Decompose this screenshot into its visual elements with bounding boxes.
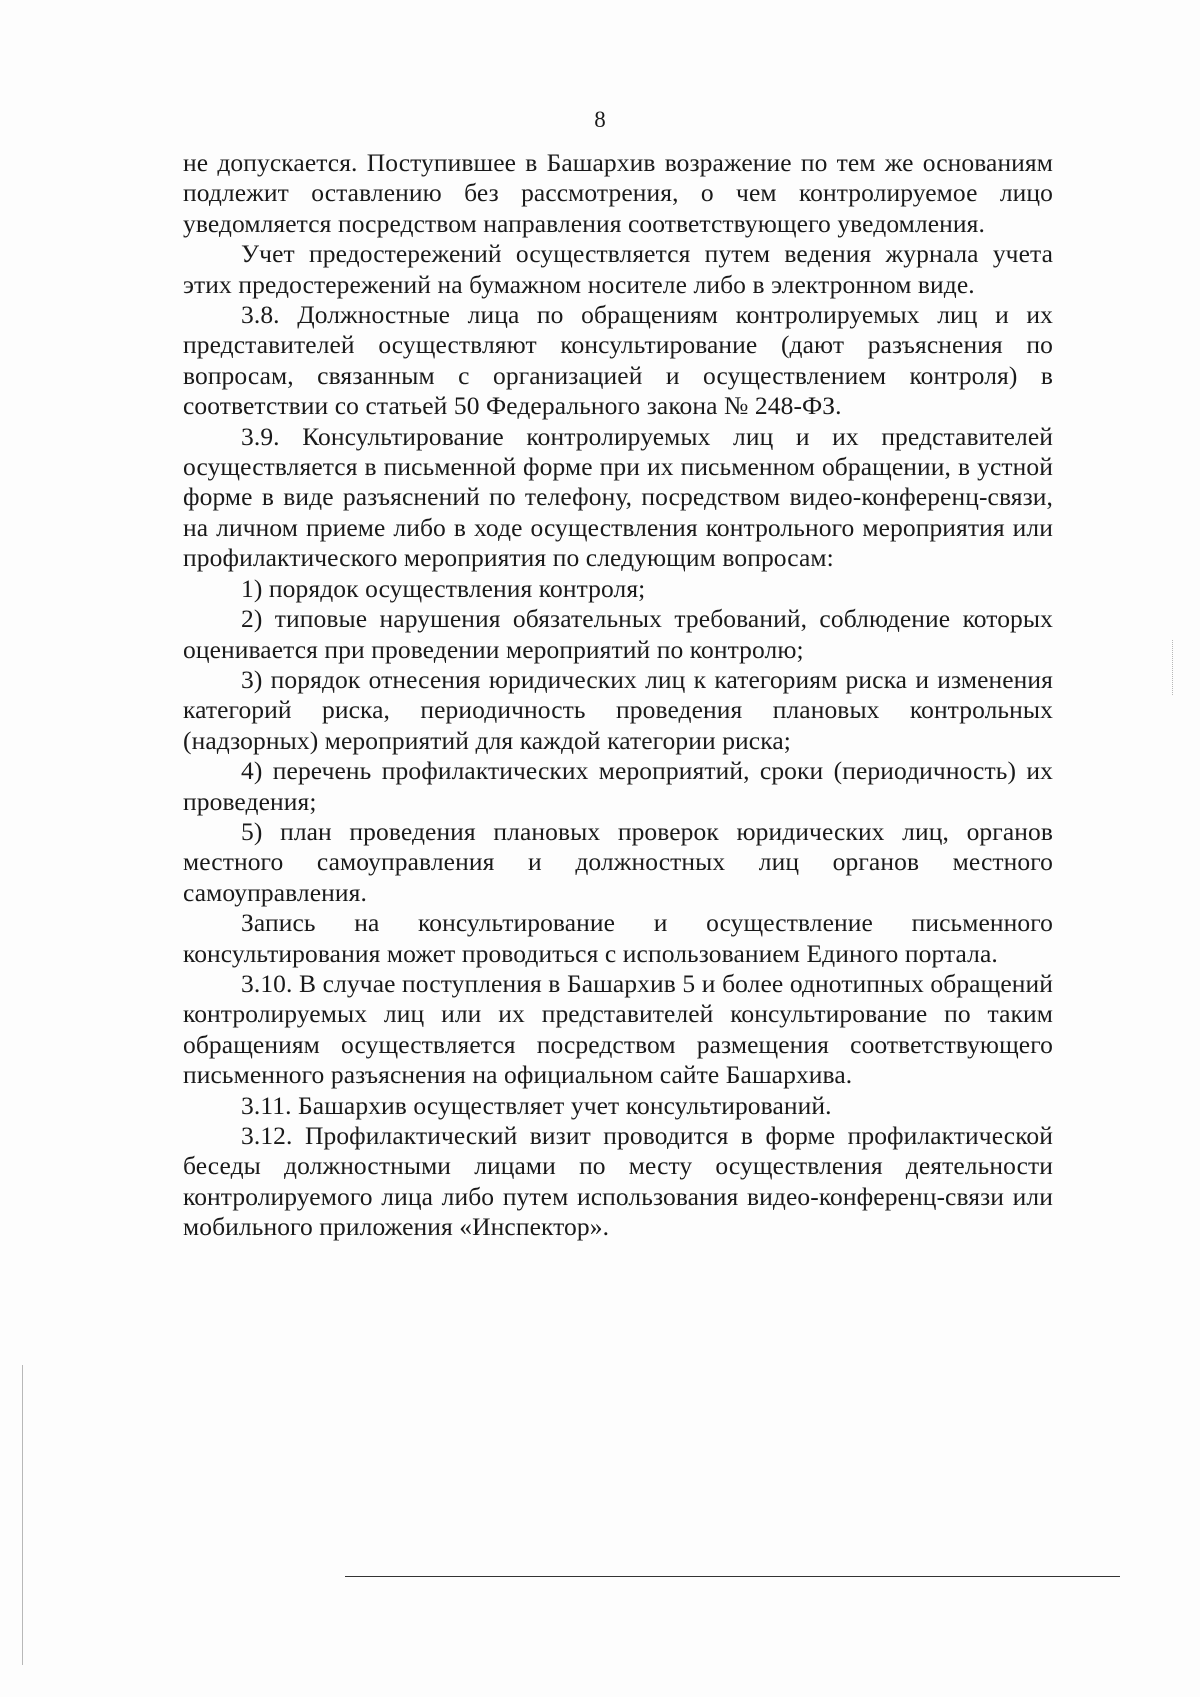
list-item-2: 2) типовые нарушения обязательных требований, соблюдение которых оценивается при проведении мероприятий по контролю; (183, 604, 1053, 664)
list-item-1: 1) порядок осуществления контроля; (241, 573, 646, 603)
footer-rule (345, 1576, 1120, 1577)
list-item-3: 3) порядок отнесения юридических лиц к категориям риска и изменения категорий риска, периодичность проведения плановых контрольных (надзорных) мероприятий для каждой категории риска; (183, 664, 1053, 755)
list-item-4: 4) перечень профилактических мероприятий, сроки (периодичность) их проведения; (183, 756, 1053, 816)
paragraph-3-10: 3.10. В случае поступления в Башархив 5 и более однотипных обращений контролируемых лиц или их представителей консультирование по таким обращениям осуществляется посредством размещения соответствующего письменного разъяснения на официальном сайте Башархива. (183, 968, 1053, 1090)
paragraph-3-8: 3.8. Должностные лица по обращениям контролируемых лиц и их представителей осуществляют консультирование (дают разъяснения по вопросам, связанным с организацией и осуществлением контроля) в соответствии со статьей 50 Федерального закона № 248-ФЗ. (183, 300, 1053, 421)
paragraph-3-12: 3.12. Профилактический визит проводится в форме профилактической беседы должностными лицами по месту осуществления деятельности контролируемого лица либо путем использования видео-конференц-связи или мобильного приложения «Инспектор». (183, 1121, 1053, 1242)
paragraph-continuation: не допускается. Поступившее в Башархив возражение по тем же основаниям подлежит оставлению без рассмотрения, о чем контролируемое лицо уведомляется посредством направления соответствующего уведомления. (183, 148, 1053, 238)
scan-edge-mark (22, 1365, 23, 1665)
paragraph-3-11: 3.11. Башархив осуществляет учет консультирований. (241, 1090, 832, 1120)
page-number: 8 (594, 107, 606, 132)
document-body (183, 148, 1053, 1243)
paragraph-consultation-booking: Запись на консультирование и осуществление письменного консультирования может проводиться с использованием Единого портала. (183, 908, 1053, 968)
paragraph-warnings-accounting: Учет предостережений осуществляется путем ведения журнала учета этих предостережений на бумажном носителе либо в электронном виде. (183, 239, 1053, 299)
list-item-5: 5) план проведения плановых проверок юридических лиц, органов местного самоуправления и должностных лиц органов местного самоуправления. (183, 816, 1053, 907)
paragraph-3-9: 3.9. Консультирование контролируемых лиц и их представителей осуществляется в письменной форме при их письменном обращении, в устной форме в виде разъяснений по телефону, посредством видео-конференц-связи, на личном приеме либо в ходе осуществления контрольного мероприятия или профилактического мероприятия по следующим вопросам: (183, 421, 1053, 573)
scan-dotted-mark (1172, 640, 1173, 695)
